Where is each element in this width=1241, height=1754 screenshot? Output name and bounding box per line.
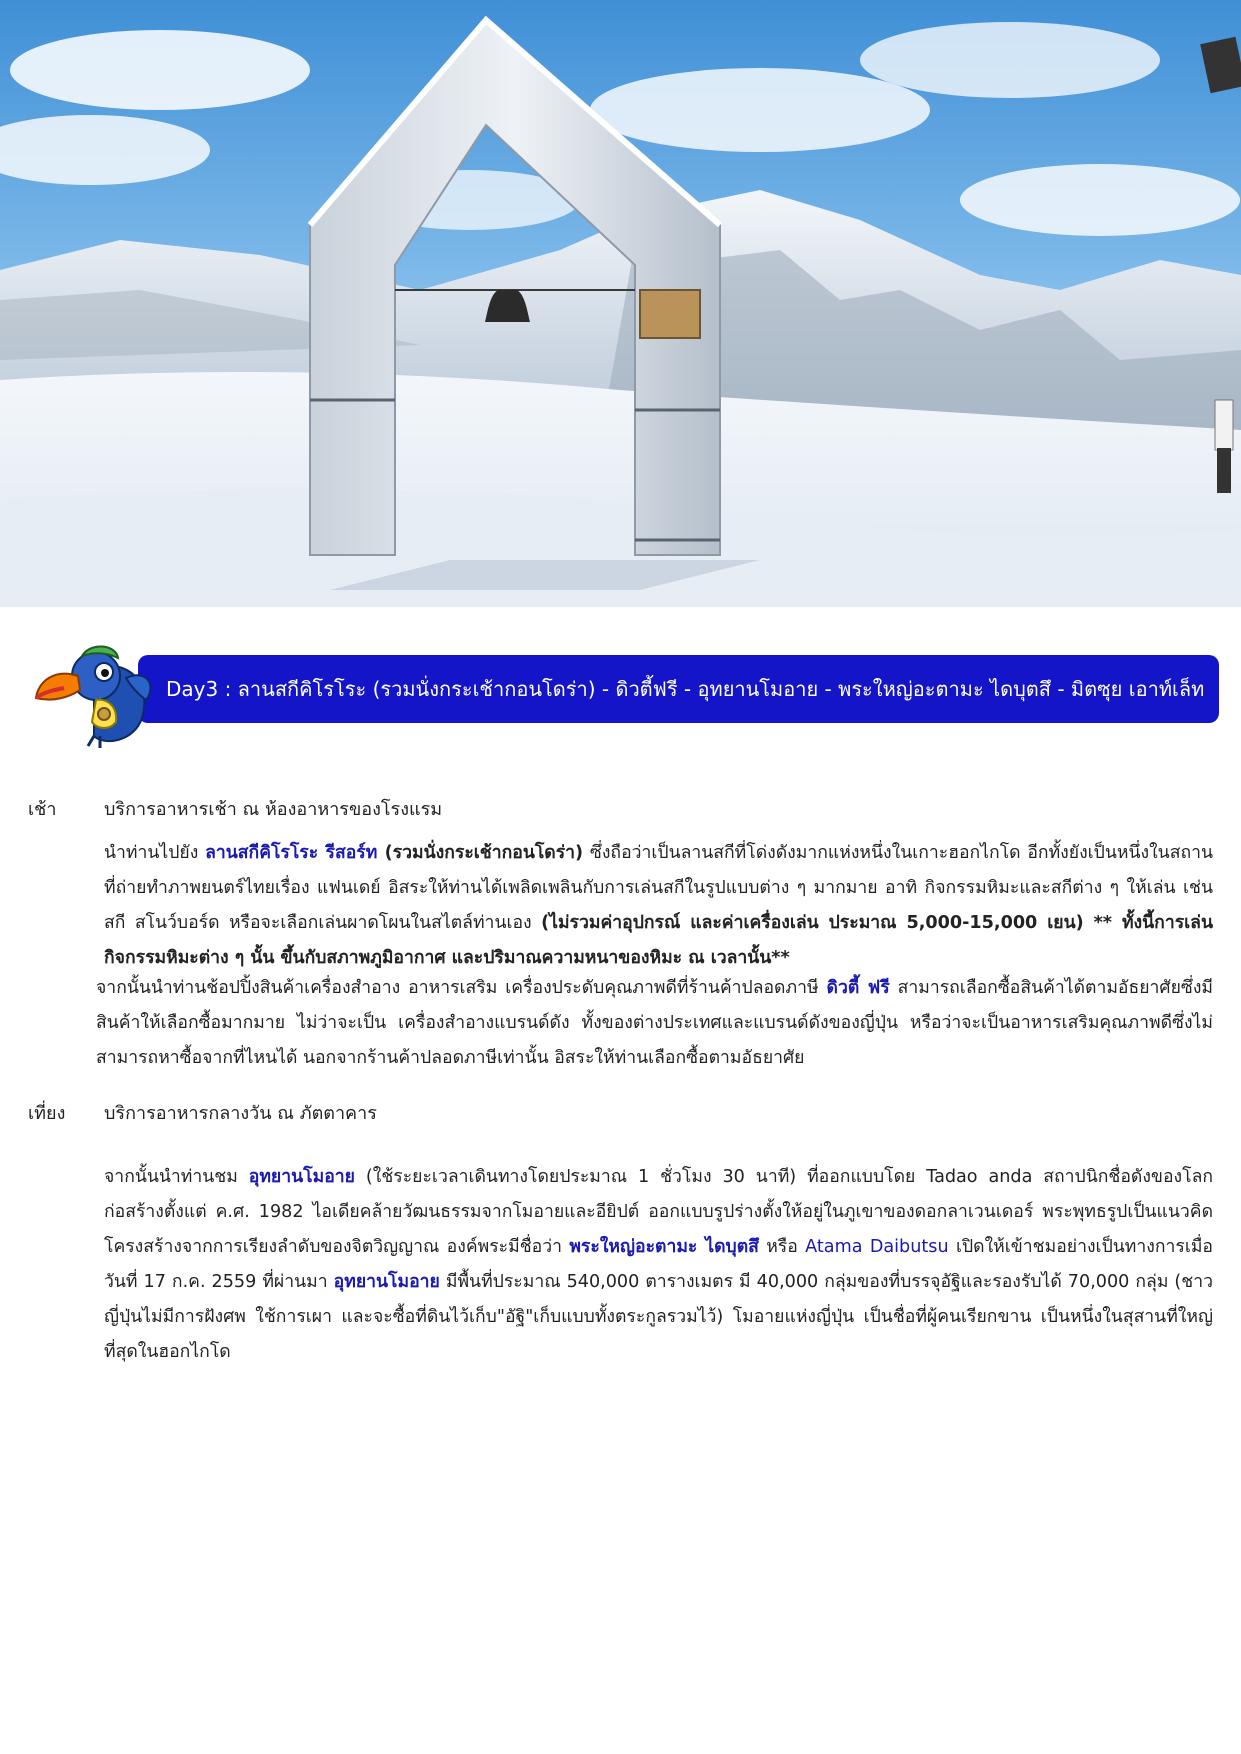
duty-free-link-text: ดิวตี้ ฟรี <box>826 978 890 998</box>
kiroro-resort-link-text: ลานสกีคิโรโระ รีสอร์ท <box>205 843 378 863</box>
toucan-mascot-icon <box>34 638 154 750</box>
hero-photo-snow-bell-arch <box>0 0 1241 607</box>
time-label-morning: เช้า <box>28 799 57 820</box>
atama-daibutsu-link-text: พระใหญ่อะตามะ ไดบุตสึ <box>569 1237 759 1257</box>
morning-meal-text: บริการอาหารเช้า ณ ห้องอาหารของโรงแรม <box>104 799 443 820</box>
day-title: Day3 : ลานสกีคิโรโระ (รวมนั่งกระเช้ากอนโดร่า) - ดิวตี้ฟรี - อุทยานโมอาย - พระใหญ่อะตามะ ไดบุตสึ - มิตซุย เอาท์เล็ท <box>166 677 1205 701</box>
kiroro-paragraph: นำท่านไปยัง ลานสกีคิโรโระ รีสอร์ท (รวมนั่งกระเช้ากอนโดร่า) ซึ่งถือว่าเป็นลานสกีที่โด่งดังมากแห่งหนึ่งในเกาะฮอกไกโด อีกทั้งยังเป็นหนึ่งในสถานที่ถ่ายทำภาพยนตร์ไทยเรื่อง แฟนเดย์ อิสระให้ท่านได้เพลิดเพลินกับการเล่นสกีในรูปแบบต่าง ๆ มากมาย อาทิ กิจกรรมหิมะและสกีต่าง ๆ ให้เล่น เช่น สกี สโนว์บอร์ด หรือจะเลือกเล่นผาดโผนในสไตล์ท่านเอง (ไม่รวมค่าอุปกรณ์ และค่าเครื่องเล่น ประมาณ 5,000-15,000 เยน) ** ทั้งนี้การเล่นกิจกรรมหิมะต่าง ๆ นั้น ขึ้นกับสภาพภูมิอากาศ และปริมาณความหนาของหิมะ ณ เวลานั้น** <box>104 843 1214 968</box>
moai-park-link-text-2: อุทยานโมอาย <box>333 1272 440 1292</box>
duty-free-paragraph: จากนั้นนำท่านช้อปปิ้งสินค้าเครื่องสำอาง อาหารเสริม เครื่องประดับคุณภาพดีที่ร้านค้าปลอดภาษี ดิวตี้ ฟรี สามารถเลือกซื้อสินค้าได้ตามอัธยาศัยซึ่งมีสินค้าให้เลือกซื้อมากมาย ไม่ว่าจะเป็น เครื่องสำอางแบรนด์ดัง ทั้งของต่างประเทศและแบรนด์ดังของญี่ปุ่น หรือว่าจะเป็นอาหารเสริมคุณภาพดีซึ่งไม่สามารถหาซื้อจากที่ไหนได้ นอกจากร้านค้าปลอดภาษีเท่านั้น อิสระให้ท่านเลือกซื้อตามอัธยาศัย <box>96 978 1214 1068</box>
time-label-noon: เที่ยง <box>28 1103 66 1124</box>
moai-park-link-text: อุทยานโมอาย <box>248 1167 355 1187</box>
atama-daibutsu-en-text: Atama Daibutsu <box>805 1237 949 1257</box>
noon-meal-text: บริการอาหารกลางวัน ณ ภัตตาคาร <box>104 1103 377 1124</box>
moai-park-paragraph: จากนั้นนำท่านชม อุทยานโมอาย (ใช้ระยะเวลาเดินทางโดยประมาณ 1 ชั่วโมง 30 นาที) ที่ออกแบบโดย Tadao anda สถาปนิกชื่อดังของโลก ก่อสร้างตั้งแต่ ค.ศ. 1982 ไอเดียคล้ายวัฒนธรรมจากโมอายและอียิปต์ ออกแบบรูปร่างตั้งให้อยู่ในภูเขาของดอกลาเวนเดอร์ พระพุทธรูปเป็นแนวคิดโครงสร้างจากการเรียงลำดับของจิตวิญญาณ องค์พระมีชื่อว่า พระใหญ่อะตามะ ไดบุตสึ หรือ Atama Daibutsu เปิดให้เข้าชมอย่างเป็นทางการเมื่อวันที่ 17 ก.ค. 2559 ที่ผ่านมา อุทยานโมอาย มีพื้นที่ประมาณ 540,000 ตารางเมตร มี 40,000 กลุ่มของที่บรรจุอัฐิและรองรับได้ 70,000 กลุ่ม (ชาวญี่ปุ่นไม่มีการฝังศพ ใช้การเผา และจะซื้อที่ดินไว้เก็บ"อัฐิ"เก็บแบบทั้งตระกูลรวมไว้) โมอายแห่งญี่ปุ่น เป็นชื่อที่ผู้คนเรียกขาน เป็นหนึ่งในสุสานที่ใหญ่ที่สุดในฮอกไกโด <box>104 1167 1213 1362</box>
day-banner <box>138 655 1219 723</box>
